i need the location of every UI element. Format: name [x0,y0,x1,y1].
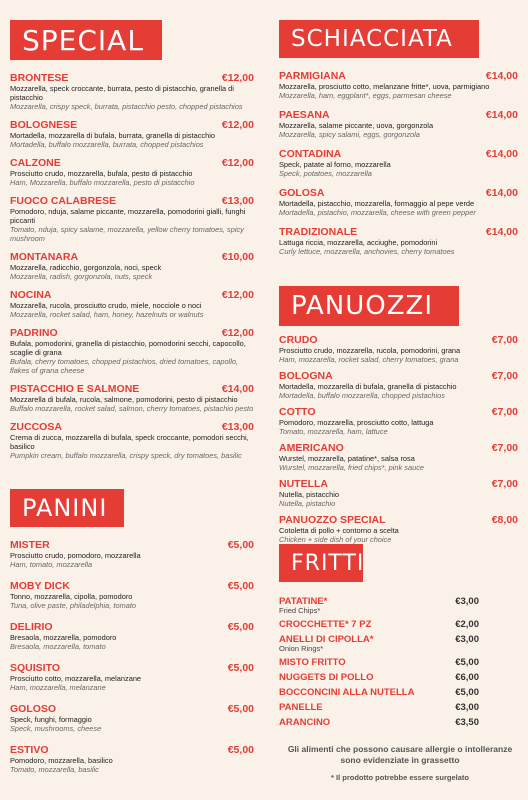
fritti-item-name: ARANCINO [279,717,331,728]
menu-item-price: €14,00 [485,148,518,160]
menu-item-name: CALZONE [10,157,61,169]
menu-item [10,580,254,610]
menu-item [279,406,518,436]
menu-item-name: BRONTESE [10,72,69,84]
menu-item [279,370,518,400]
menu-item-header [279,70,518,82]
panini-list [10,539,254,774]
menu-item-ingredients-english: Mortadella, pistachio, mozzarella, cheese with green pepper [279,208,476,217]
menu-item [279,148,518,178]
menu-item [10,703,254,733]
menu-item-name: NOCINA [10,289,52,301]
menu-item-ingredients: Mortadella, mozzarella di bufala, granella di pistacchio [279,382,457,391]
fritti-item [279,634,479,653]
menu-item-ingredients: Mozzarella di bufala, rucola, salmone, pomodorini, pesto di pistacchio [10,395,238,404]
menu-item-ingredients-english: Mortadella, buffalo mozzarella, burrata, chopped pistachios [10,140,204,149]
fritti-section [279,544,518,732]
schiacciata-section [279,20,518,265]
menu-item-price: €13,00 [221,195,254,207]
menu-item-header [279,406,518,418]
menu-item-name: GOLOSO [10,703,57,715]
menu-item-name: MISTER [10,539,50,551]
menu-item [10,327,254,375]
menu-item-header [279,514,518,526]
menu-item-ingredients: Prosciutto cotto, mozzarella, melanzane [10,674,142,683]
menu-item-ingredients-english: Ham, mozzarella, melanzane [10,683,106,692]
menu-item-ingredients-english: Mozzarella, radish, gorgonzola, nuts, speck [10,272,153,281]
menu-item-ingredients: Wurstel, mozzarella, patatine*, salsa rosa [279,454,415,463]
fritti-item-subtitle: Fried Chips* [279,606,321,615]
fritti-item [279,687,479,698]
menu-item-price: €7,00 [491,334,518,346]
menu-item-ingredients-english: Mozzarella, ham, eggplant*, eggs, parmesan cheese [279,91,452,100]
menu-item-price: €5,00 [227,662,254,674]
menu-item-header [10,662,254,674]
menu-item-price: €12,00 [221,157,254,169]
menu-item-price: €7,00 [491,406,518,418]
menu-item-ingredients-english: Ham, mozzarella, rocket salad, cherry tomatoes, grana [279,355,459,364]
menu-item-name: BOLOGNA [279,370,333,382]
menu-item-header [279,109,518,121]
fritti-item [279,702,479,713]
fritti-item-name: MISTO FRITTO [279,657,346,668]
menu-item-header [10,119,254,131]
menu-item-ingredients: Mortadella, mozzarella di bufala, burrata, granella di pistacchio [10,131,215,140]
menu-item-name: CRUDO [279,334,318,346]
menu-item-ingredients-english: Curly lettuce, mozzarella, anchovies, cherry tomatoes [279,247,455,256]
menu-item-ingredients-english: Buffalo mozzarella, rocket salad, salmon, cherry tomatoes, pistachio pesto [10,404,254,413]
fritti-item-row [279,687,479,698]
menu-item [10,539,254,569]
fritti-item-name: ANELLI DI CIPOLLA* [279,634,374,645]
menu-item-header [10,744,254,756]
fritti-item-price: €5,00 [455,657,479,668]
menu-item-ingredients-english: Tomato, nduja, spicy salame, mozzarella, yellow cherry tomatoes, spicy mushroom [10,225,244,243]
menu-item-header [279,226,518,238]
menu-item [10,421,254,460]
menu-item-ingredients: Pomodoro, nduja, salame piccante, mozzarella, pomodorini gialli, funghi piccanti [10,207,246,225]
menu-item-ingredients: Pomodoro, mozzarella, basilico [10,756,113,765]
menu-item-name: SQUISITO [10,662,60,674]
menu-item-price: €14,00 [221,383,254,395]
menu-item [279,514,518,544]
menu-item-header [10,289,254,301]
menu-item-header [10,251,254,263]
menu-item-header [10,383,254,395]
menu-item-ingredients-english: Speck, potatoes, mozzarella [279,169,372,178]
menu-item-name: ZUCCOSA [10,421,62,433]
menu-item-ingredients: Tonno, mozzarella, cipolla, pomodoro [10,592,133,601]
schiacciata-title: SCHIACCIATA [279,20,479,58]
fritti-item-row [279,672,479,683]
menu-item-header [10,157,254,169]
menu-item-ingredients-english: Tomato, mozzarella, ham, lattuce [279,427,388,436]
panuozzi-section [279,286,518,550]
fritti-item-price: €3,00 [455,702,479,713]
menu-item-name: PAESANA [279,109,330,121]
panuozzi-list [279,334,518,544]
menu-item-header [279,148,518,160]
menu-item-ingredients-english: Ham, Mozzarella, buffalo mozzarella, pesto di pistacchio [10,178,195,187]
menu-item-header [10,327,254,339]
panuozzi-title: PANUOZZI [279,286,459,326]
menu-item-ingredients: Mozzarella, prosciutto cotto, melanzane fritte*, uova, parmigiano [279,82,490,91]
menu-item-price: €13,00 [221,421,254,433]
menu-item [279,334,518,364]
menu-item-name: TRADIZIONALE [279,226,358,238]
menu-item-ingredients-english: Tomato, mozzarella, basilic [10,765,99,774]
menu-item-ingredients-english: Speck, mushrooms, cheese [10,724,102,733]
menu-item-price: €14,00 [485,187,518,199]
menu-item-ingredients: Mortadella, pistacchio, mozzarella, formaggio al pepe verde [279,199,475,208]
menu-item-name: MONTANARA [10,251,79,263]
fritti-item-price: €2,00 [455,619,479,630]
fritti-item-price: €5,00 [455,687,479,698]
frozen-note: * Il prodotto potrebbe essere surgelato [331,773,469,782]
menu-item-name: CONTADINA [279,148,342,160]
menu-item-ingredients: Speck, patate al forno, mozzarella [279,160,391,169]
menu-item-ingredients-english: Mozzarella, spicy salami, eggs, gorgonzola [279,130,420,139]
menu-item [279,442,518,472]
fritti-item-row [279,702,479,713]
menu-item-price: €7,00 [491,442,518,454]
menu-item-ingredients: Nutella, pistacchio [279,490,339,499]
menu-item-name: PARMIGIANA [279,70,346,82]
fritti-item-subtitle: Onion Rings* [279,644,324,653]
menu-item-price: €5,00 [227,744,254,756]
menu-item-price: €14,00 [485,109,518,121]
special-section [10,20,254,468]
menu-item-ingredients-english: Bresaola, mozzarella, tomato [10,642,106,651]
fritti-list [279,596,479,728]
menu-item-price: €5,00 [227,539,254,551]
special-title: SPECIAL [10,20,162,60]
menu-item-name: COTTO [279,406,316,418]
menu-item-price: €12,00 [221,289,254,301]
menu-item-ingredients: Speck, funghi, formaggio [10,715,92,724]
menu-item [10,119,254,149]
menu-item-ingredients: Bresaola, mozzarella, pomodoro [10,633,117,642]
menu-item [279,226,518,256]
menu-item-price: €14,00 [485,70,518,82]
fritti-item-price: €3,00 [455,596,479,607]
menu-item-name: FUOCO CALABRESE [10,195,117,207]
menu-item-name: NUTELLA [279,478,328,490]
notes [279,744,521,783]
menu-item [279,70,518,100]
fritti-title: FRITTI [279,544,363,582]
menu-item-price: €12,00 [221,327,254,339]
fritti-item-row [279,717,479,728]
menu-item-ingredients-english: Tuna, olive paste, philadelphia, tomato [10,601,136,610]
menu-item [10,744,254,774]
menu-item-ingredients-english: Pumpkin cream, buffalo mozzarella, crispy speck, dry tomatoes, basilic [10,451,242,460]
menu-item-header [10,195,254,207]
fritti-item-name: PANELLE [279,702,323,713]
menu-item-ingredients: Crema di zucca, mozzarella di bufala, speck croccante, pomodori secchi, basilico [10,433,249,451]
menu-item-ingredients: Prosciutto crudo, mozzarella, bufala, pesto di pistacchio [10,169,193,178]
fritti-item [279,619,479,630]
menu-item [279,109,518,139]
menu-item-ingredients: Bufala, pomodorini, granella di pistacchio, pomodorini secchi, capocollo, scaglie di grana [10,339,246,357]
menu-item-price: €10,00 [221,251,254,263]
fritti-item [279,717,479,728]
menu-item-header [279,187,518,199]
menu-item-name: DELIRIO [10,621,53,633]
menu-item-price: €12,00 [221,119,254,131]
menu-item-ingredients: Prosciutto crudo, mozzarella, rucola, pomodorini, grana [279,346,461,355]
menu-item-name: PISTACCHIO E SALMONE [10,383,140,395]
menu-item-ingredients-english: Mozzarella, crispy speck, burrata, pistacchio pesto, chopped pistachios [10,102,243,111]
panini-section [10,489,254,785]
menu-item-ingredients: Pomodoro, mozzarella, prosciutto cotto, lattuga [279,418,434,427]
menu-item-price: €5,00 [227,580,254,592]
panini-title: PANINI [10,489,124,527]
menu-item-price: €12,00 [221,72,254,84]
fritti-item [279,596,479,615]
menu-item-header [10,703,254,715]
menu-item-ingredients: Mozzarella, salame piccante, uova, gorgonzola [279,121,434,130]
menu-item-header [10,580,254,592]
menu-item-price: €7,00 [491,370,518,382]
menu-item-name: GOLOSA [279,187,325,199]
menu-item-ingredients: Mozzarella, rucola, prosciutto crudo, miele, nocciole o noci [10,301,202,310]
menu-item-name: AMERICANO [279,442,344,454]
menu-item [10,72,254,111]
menu-item-header [10,621,254,633]
menu-item-price: €7,00 [491,478,518,490]
menu-item-ingredients-english: Nutella, pistachio [279,499,336,508]
fritti-item-row [279,619,479,630]
fritti-item-price: €6,00 [455,672,479,683]
menu-item-price: €8,00 [491,514,518,526]
fritti-item-name: NUGGETS DI POLLO [279,672,374,683]
menu-item [10,662,254,692]
menu-item-header [10,72,254,84]
special-list [10,72,254,460]
fritti-item-price: €3,50 [455,717,479,728]
menu-item [10,383,254,413]
menu-item [10,195,254,243]
fritti-item-name: PATATINE* [279,596,328,607]
menu-item-ingredients-english: Bufala, cherry tomatoes, chopped pistachios, dried tomatoes, capollo, flakes of grana cheese [10,357,239,375]
menu-item-ingredients-english: Wurstel, mozzarella, fried chips*, pink sauce [279,463,424,472]
menu-item-header [10,539,254,551]
menu-item-header [279,442,518,454]
menu-item [10,621,254,651]
menu-item-price: €14,00 [485,226,518,238]
menu-item-name: MOBY DICK [10,580,70,592]
menu-item-ingredients: Prosciutto crudo, pomodoro, mozzarella [10,551,141,560]
menu-item-name: PANUOZZO SPECIAL [279,514,386,526]
menu-item-ingredients-english: Chicken + side dish of your choice [279,535,392,544]
menu-item-header [279,370,518,382]
menu-item-ingredients: Cotoletta di pollo + contorno a scelta [279,526,399,535]
menu-item-ingredients: Mozzarella, speck croccante, burrata, pesto di pistacchio, granella di pistacchio [10,84,234,102]
fritti-item [279,657,479,668]
menu-item-header [279,478,518,490]
menu-item-name: BOLOGNESE [10,119,78,131]
menu-item-price: €5,00 [227,703,254,715]
menu-item [10,157,254,187]
menu-item-header [10,421,254,433]
menu-item [279,478,518,508]
menu-item-ingredients-english: Ham, tomato, mozzarella [10,560,93,569]
menu-item-ingredients-english: Mortadella, buffalo mozzarella, chopped pistachios [279,391,445,400]
fritti-item-row [279,657,479,668]
allergen-note: Gli alimenti che possono causare allergie o intolleranze sono evidenziate in grassetto [287,744,513,765]
menu-item [279,187,518,217]
menu-item-ingredients: Lattuga riccia, mozzarella, acciughe, pomodorini [279,238,438,247]
menu-item-ingredients: Mozzarella, radicchio, gorgonzola, noci, speck [10,263,162,272]
menu-item-name: PADRINO [10,327,58,339]
schiacciata-list [279,70,518,256]
menu-item-header [279,334,518,346]
menu-item [10,251,254,281]
menu-item [10,289,254,319]
menu-item-ingredients-english: Mozzarella, rocket salad, ham, honey, hazelnuts or walnuts [10,310,204,319]
menu-item-name: ESTIVO [10,744,49,756]
fritti-item-name: CROCCHETTE* 7 PZ [279,619,372,630]
fritti-item [279,672,479,683]
fritti-item-name: BOCCONCINI ALLA NUTELLA [279,687,415,698]
menu-item-price: €5,00 [227,621,254,633]
fritti-item-price: €3,00 [455,634,479,645]
